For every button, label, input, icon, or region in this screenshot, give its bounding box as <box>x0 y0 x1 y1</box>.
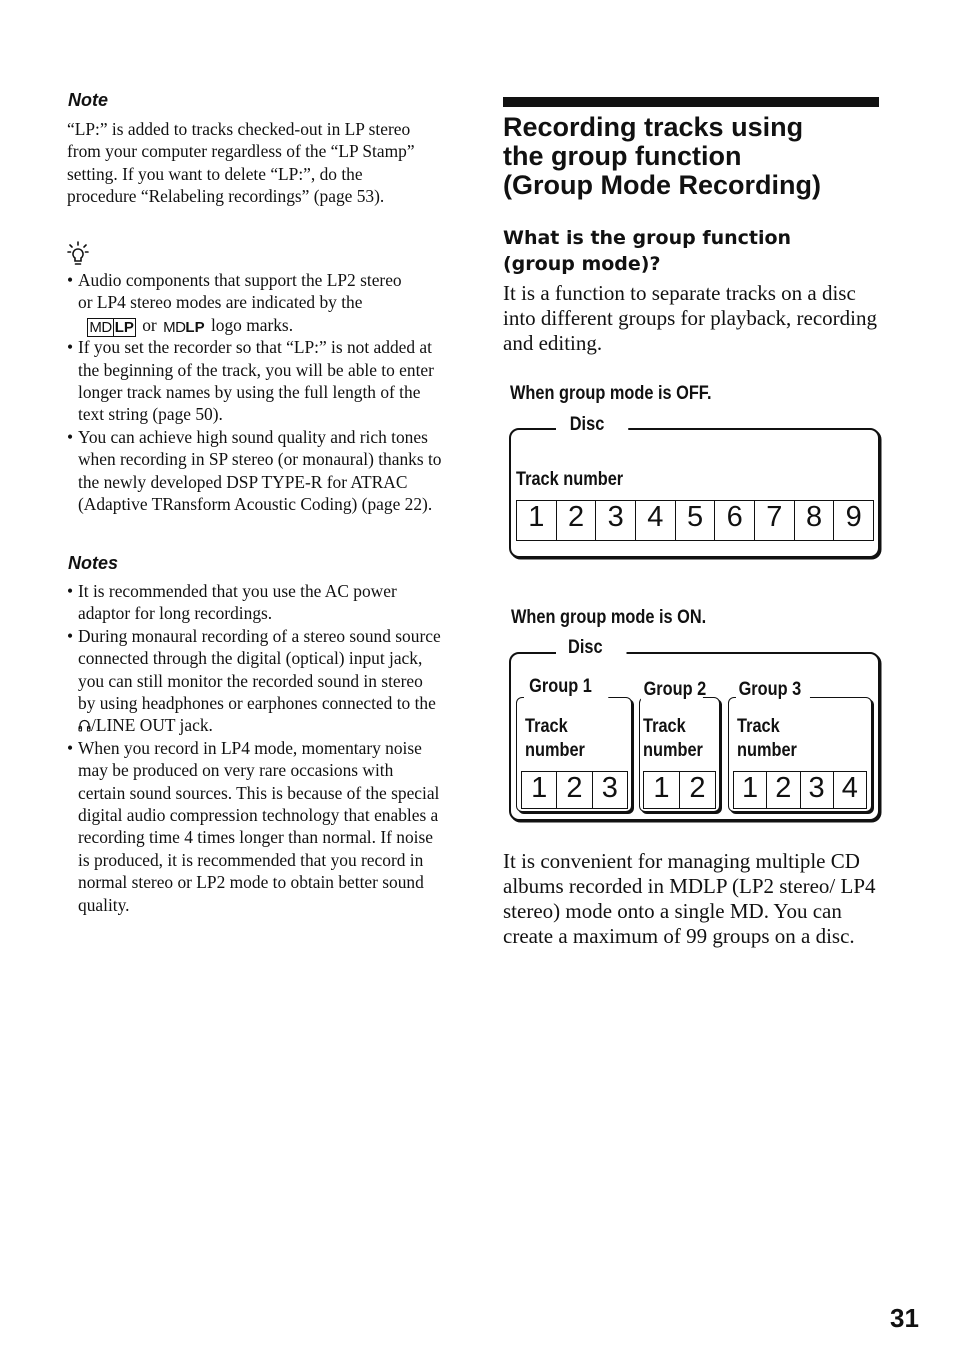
track-cell: 1 <box>517 501 557 540</box>
disc-label-on: Disc <box>556 637 627 659</box>
note-heading: Note <box>68 90 108 110</box>
note-text: “LP:” is added to tracks checked-out in LP stereo from your computer regardless of the “LP Stamp” setting. If you want to delete “LP:”, do the procedure “Relabeling recordings” (page 53). <box>67 119 415 207</box>
track-cell: 4 <box>841 772 858 804</box>
track-cell: 1 <box>644 772 680 808</box>
list-item: • You can achieve high sound quality and rich tones when recording in SP stereo (or monaural) thanks to the newly developed DSP TYPE-R for ATRAC (Adaptive TRansform Acoustic Coding) (page 22). <box>67 426 443 516</box>
track-cell: 5 <box>676 501 716 540</box>
tip-1-line-2: or LP4 stereo modes are indicated by the <box>78 292 363 313</box>
group-label-1: Group 1 <box>524 676 608 698</box>
group-label-2: Group 2 <box>641 679 703 701</box>
group-label-3: Group 3 <box>736 679 810 701</box>
notes-heading: Notes <box>68 553 119 573</box>
note-2-head: During monaural recording of a stereo sound source connected through the digital (optical) input jack, you can still monitor the recorded sound in stereo by using headphones or earphones connected to the <box>78 625 441 714</box>
track-cell: 9 <box>845 501 862 533</box>
notes-list <box>67 580 443 916</box>
track-cells-group-3 <box>733 771 867 809</box>
track-cell: 2 <box>557 772 592 808</box>
group-2-track-label: Track number <box>643 716 703 761</box>
track-cell: 2 <box>767 772 800 808</box>
section-rule <box>503 97 879 107</box>
track-cell: 2 <box>557 501 597 540</box>
list-item <box>67 269 443 336</box>
list-item: • When you record in LP4 mode, momentary noise may be produced on very rare occasions with certain sound sources. This is because of the special digital audio compression technology that enables a recording time 4 times longer than normal. If noise is produced, it is recommended that you record in normal stereo or LP2 mode to obtain better sound quality. <box>67 737 443 916</box>
track-cell: 2 <box>689 772 706 804</box>
track-cells-group-1 <box>521 771 628 809</box>
note-2-tail: /LINE OUT jack. <box>91 715 213 736</box>
list-item <box>67 625 443 737</box>
outro-paragraph: It is convenient for managing multiple CD albums recorded in MDLP (LP2 stereo/ LP4 stereo) mode onto a single MD. You can create a maximum of 99 groups on a disc. <box>503 849 876 948</box>
disc-label-off: Disc <box>556 414 628 436</box>
track-cell: 7 <box>755 501 795 540</box>
track-cell: 6 <box>715 501 755 540</box>
track-cell: 1 <box>522 772 557 808</box>
tip-1-tail: logo marks. <box>210 314 294 335</box>
mdlp-logo: MDLP <box>163 318 205 336</box>
mdlp-boxed-logo: MD LP <box>89 318 134 336</box>
tip-1-or: or <box>142 314 157 335</box>
diagram-on-caption: When group mode is ON. <box>511 607 707 628</box>
list-item: • If you set the recorder so that “LP:” is not added at the beginning of the track, you will be able to enter longer track names by using the full length of the text string (page 50). <box>67 336 443 426</box>
track-cell: 3 <box>596 501 636 540</box>
group-3-track-label: Track number <box>737 716 797 761</box>
page-number: 31 <box>890 1303 919 1333</box>
intro-paragraph: It is a function to separate tracks on a disc into different groups for playback, recording and editing. <box>503 281 877 355</box>
track-cell: 3 <box>601 772 618 804</box>
subheading: What is the group function (group mode)? <box>503 227 792 275</box>
track-cell: 4 <box>636 501 676 540</box>
tips-list <box>67 269 443 515</box>
track-cells-group-2 <box>643 771 716 809</box>
headphone-icon <box>78 718 91 732</box>
group-1-track-label: Track number <box>525 716 585 761</box>
tip-1-line-1: Audio components that support the LP2 stereo <box>78 270 402 290</box>
track-cells-off <box>516 500 874 541</box>
lightbulb-tip-icon <box>67 241 89 267</box>
track-cell: 8 <box>795 501 835 540</box>
track-number-label-off: Track number <box>516 469 624 490</box>
track-cell: 3 <box>801 772 834 808</box>
track-cell: 1 <box>734 772 767 808</box>
list-item: • It is recommended that you use the AC power adaptor for long recordings. <box>67 580 443 625</box>
diagram-off-caption: When group mode is OFF. <box>510 383 712 404</box>
page-title: Recording tracks using the group function (Group Mode Recording) <box>503 112 821 200</box>
